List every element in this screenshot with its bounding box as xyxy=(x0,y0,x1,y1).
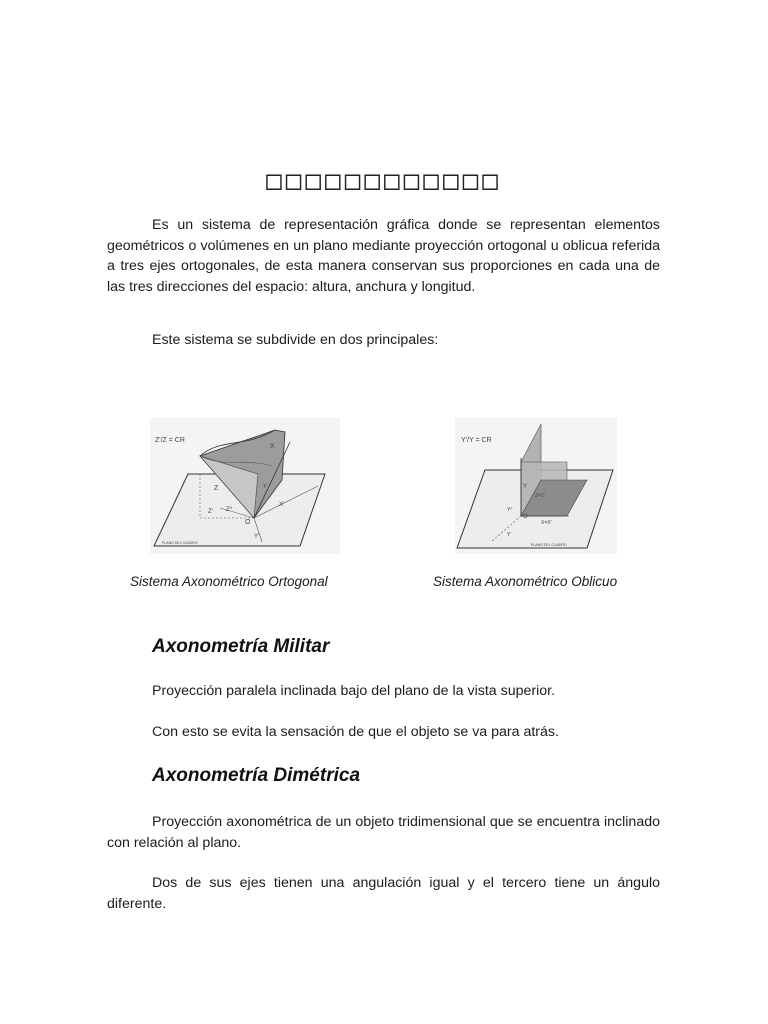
caption-oblicuo: Sistema Axonométrico Oblicuo xyxy=(433,574,618,589)
dimetrica-paragraph-1: Proyección axonométrica de un objeto tridimensional que se encuentra inclinado con relación al plano. xyxy=(107,814,660,851)
axis-x-prime-label: X' xyxy=(279,502,285,508)
caption-ortogonal: Sistema Axonométrico Ortogonal xyxy=(130,574,328,589)
oblicuo-x-label: X=X' xyxy=(541,520,552,526)
ortogonal-diagram xyxy=(150,418,340,554)
axis-z-prime-label: Z' xyxy=(208,509,213,515)
militar-line-1: Proyección paralela inclinada bajo del plano de la vista superior. xyxy=(152,683,556,699)
oblicuo-origin-label: O xyxy=(523,514,528,520)
origin-label: O xyxy=(245,519,251,526)
axis-x-label: X xyxy=(270,443,275,450)
heading-dimetrica: Axonometría Dimétrica xyxy=(152,765,361,786)
subdivide-line: Este sistema se subdivide en dos principales: xyxy=(152,332,439,348)
axis-z-label: Z xyxy=(214,485,219,492)
oblicuo-y-prime-label: Y' xyxy=(507,532,512,538)
oblicuo-y-zero-label: Y⁰ xyxy=(507,507,513,513)
axis-y-prime-label: Y' xyxy=(254,534,260,540)
oblicuo-formula-label: Y'/Y = CR xyxy=(461,437,492,444)
oblicuo-diagram xyxy=(455,418,617,554)
formula-label: Z'/Z = CR xyxy=(155,437,185,444)
intro-paragraph: Es un sistema de representación gráfica donde se representan elementos geométricos o volúmenes en un plano mediante proyección ortogonal u oblicua referida a tres ejes ortogonales, de esta manera conservan sus proporciones en cada una de las tres direcciones del espacio: altura, anchura y longitud. xyxy=(107,217,660,295)
heading-militar: Axonometría Militar xyxy=(152,636,330,657)
oblicuo-z-label: Z=Z' xyxy=(535,493,545,499)
axis-y-label: Y xyxy=(263,484,268,490)
oblicuo-y-label: Y xyxy=(523,484,528,490)
oblicuo-plane-label: PLANO DEL CUADRO xyxy=(531,543,567,547)
dimetrica-paragraph-2: Dos de sus ejes tienen una angulación igual y el tercero tiene un ángulo diferente. xyxy=(107,875,660,912)
page-title: □□□□□□□□□□□□ xyxy=(266,166,502,196)
axis-z-zero-label: Z⁰ xyxy=(226,507,233,513)
figure-ortogonal xyxy=(150,418,340,554)
militar-line-2: Con esto se evita la sensación de que el objeto se va para atrás. xyxy=(152,724,559,740)
figure-oblicuo xyxy=(455,418,617,554)
plane-label: PLANO DEL CUADRO xyxy=(162,541,198,545)
